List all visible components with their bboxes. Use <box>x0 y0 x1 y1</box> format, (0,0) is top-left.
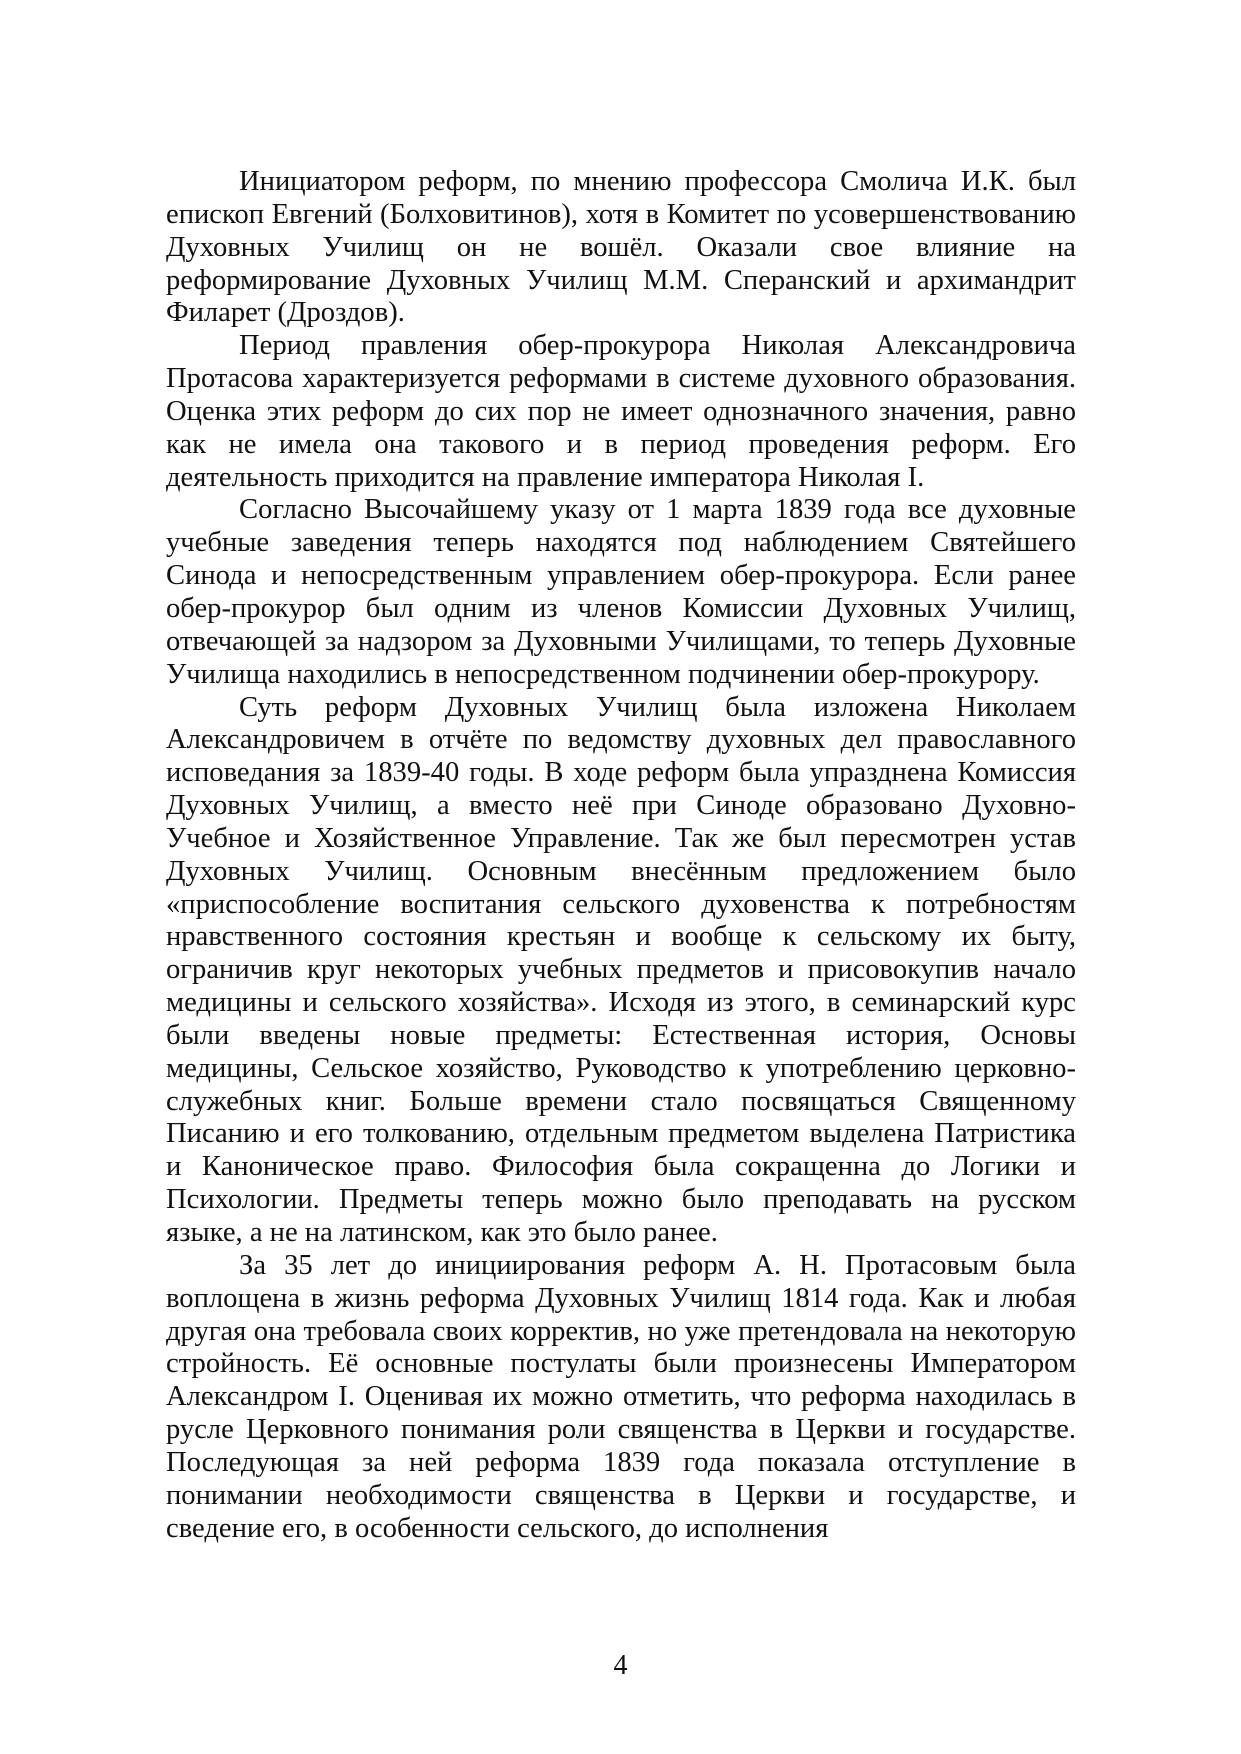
body-text <box>166 166 1076 1545</box>
paragraph-protasov-period: Период правления обер-прокурора Николая Александровича Протасова характеризуется реформами в системе духовного образования. Оценка этих реформ до сих пор не имеет однозначного значения, равно как не имела она такового и в период проведения реформ. Его деятельность приходится на правление императора Николая I. <box>166 330 1076 493</box>
paragraph-reform-essence: Суть реформ Духовных Училищ была изложена Николаем Александровичем в отчёте по ведомству духовных дел православного исповедания за 1839-40 годы. В ходе реформ была упразднена Комиссия Духовных Училищ, а вместо неё при Синоде образовано Духовно-Учебное и Хозяйственное Управление. Так же был пересмотрен устав Духовных Училищ. Основным внесённым предложением было «приспособление воспитания сельского духовенства к потребностям нравственного состояния крестьян и вообще к сельскому их быту, ограничив круг некоторых учебных предметов и присовокупив начало медицины и сельского хозяйства». Исходя из этого, в семинарский курс были введены новые предметы: Естественная история, Основы медицины, Сельское хозяйство, Руководство к употреблению церковно-служебных книг. Больше времени стало посвящаться Священному Писанию и его толкованию, отдельным предметом выделена Патристика и Каноническое право. Философия была сокращенна до Логики и Психологии. Предметы теперь можно было преподавать на русском языке, а не на латинском, как это было ранее. <box>166 691 1076 1248</box>
paragraph-decree-1839: Согласно Высочайшему указу от 1 марта 1839 года все духовные учебные заведения теперь находятся под наблюдением Святейшего Синода и непосредственным управлением обер-прокурора. Если ранее обер-прокурор был одним из членов Комиссии Духовных Училищ, отвечающей за надзором за Духовными Училищами, то теперь Духовные Училища находились в непосредственном подчинении обер-прокурору. <box>166 494 1076 690</box>
paragraph-initiator: Инициатором реформ, по мнению профессора Смолича И.К. был епископ Евгений (Болховитинов), хотя в Комитет по усовершенствованию Духовных Училищ он не вошёл. Оказали свое влияние на реформирование Духовных Училищ М.М. Сперанский и архимандрит Филарет (Дроздов). <box>166 166 1076 329</box>
paragraph-reform-1814: За 35 лет до инициирования реформ А. Н. Протасовым была воплощена в жизнь реформа Духовных Училищ 1814 года. Как и любая другая она требовала своих корректив, но уже претендовала на некоторую стройность. Её основные постулаты были произнесены Императором Александром I. Оценивая их можно отметить, что реформа находилась в русле Церковного понимания роли священства в Церкви и государстве. Последующая за ней реформа 1839 года показала отступление в понимании необходимости священства в Церкви и государстве, и сведение его, в особенности сельского, до исполнения <box>166 1249 1076 1544</box>
page-number: 4 <box>613 1650 628 1681</box>
